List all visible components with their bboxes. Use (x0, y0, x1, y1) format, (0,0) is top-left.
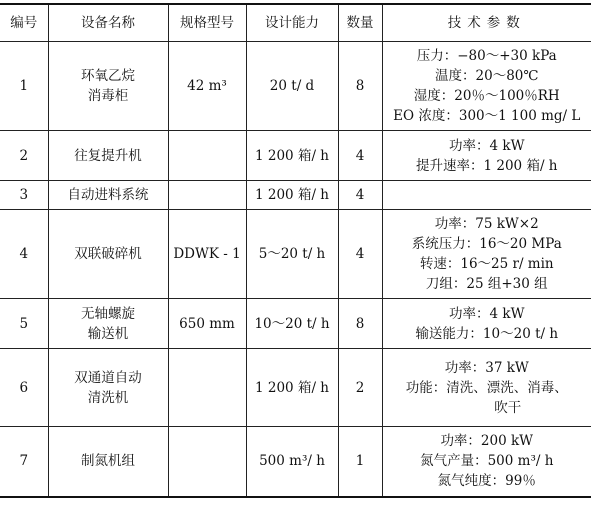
name-line: 双联破碎机 (74, 246, 142, 262)
cell-capacity: 20 t/ d (246, 42, 338, 131)
param-line: 功率：4 kW (449, 305, 525, 322)
name-line: 自动进料系统 (67, 187, 149, 203)
name-line: 输送机 (87, 325, 129, 342)
param-line: 转速：16～25 r/ min (419, 256, 554, 272)
name-line: 往复提升机 (74, 147, 142, 164)
cell-qty: 8 (338, 42, 382, 131)
param-line: 温度：20～80℃ (435, 68, 539, 84)
cell-capacity: 500 m³/ h (246, 427, 338, 497)
cell-model: 42 m³ (168, 42, 246, 131)
table-row (0, 181, 591, 210)
cell-name (48, 299, 168, 349)
param-line: 功率：4 kW (449, 137, 525, 154)
param-line: 刀组：25 组+30 组 (425, 276, 548, 292)
cell-params (382, 181, 591, 210)
param-line: 系统压力：16～20 MPa (411, 236, 562, 252)
table-row (0, 210, 591, 299)
cell-model (168, 427, 246, 497)
name-line: 无轴螺旋 (81, 305, 135, 322)
cell-no: 5 (0, 299, 48, 349)
cell-name (48, 181, 168, 210)
cell-qty: 4 (338, 181, 382, 210)
cell-capacity: 1 200 箱/ h (246, 181, 338, 210)
table-row (0, 349, 591, 427)
header-name: 设备名称 (48, 4, 168, 42)
table-row (0, 131, 591, 181)
cell-qty: 4 (338, 210, 382, 299)
header-qty: 数量 (338, 4, 382, 42)
cell-no: 3 (0, 181, 48, 210)
cell-name (48, 427, 168, 497)
param-line: 功能：清洗、漂洗、消毒、 (405, 379, 568, 396)
cell-name (48, 210, 168, 299)
header-no: 编号 (0, 4, 48, 42)
cell-params (382, 42, 591, 131)
table-row (0, 42, 591, 131)
param-line: 氮气纯度：99％ (437, 473, 536, 490)
name-line: 制氮机组 (81, 453, 135, 470)
cell-qty: 8 (338, 299, 382, 349)
param-line: 湿度：20％～100％RH (413, 88, 560, 104)
cell-qty: 1 (338, 427, 382, 497)
name-line: 环氧乙烷 (81, 68, 135, 84)
param-line: 吹干 (494, 399, 522, 416)
param-line: 压力：−80～+30 kPa (416, 48, 557, 64)
cell-name (48, 42, 168, 131)
cell-model (168, 349, 246, 427)
cell-no: 7 (0, 427, 48, 497)
param-line: 提升速率：1 200 箱/ h (416, 157, 558, 174)
cell-name (48, 131, 168, 181)
name-line: 双通道自动 (74, 369, 142, 386)
param-line: 功率：75 kW×2 (434, 216, 539, 232)
name-line: 清洗机 (87, 389, 129, 406)
param-line: 输送能力：10～20 t/ h (415, 325, 559, 342)
cell-model: DDWK - 1 (168, 210, 246, 299)
cell-qty: 4 (338, 131, 382, 181)
param-line: EO 浓度：300～1 100 mg/ L (393, 108, 581, 124)
cell-model (168, 181, 246, 210)
param-line: 功率：37 kW (444, 359, 529, 376)
cell-params (382, 427, 591, 497)
cell-capacity: 5～20 t/ h (246, 210, 338, 299)
cell-capacity: 1 200 箱/ h (246, 349, 338, 427)
cell-params (382, 131, 591, 181)
header-capacity: 设计能力 (246, 4, 338, 42)
cell-model: 650 mm (168, 299, 246, 349)
equipment-spec-table (0, 3, 591, 498)
cell-params (382, 349, 591, 427)
param-line: 氮气产量：500 m³/ h (420, 453, 554, 470)
cell-no: 6 (0, 349, 48, 427)
header-params: 技术参数 (382, 4, 591, 42)
cell-params (382, 299, 591, 349)
cell-no: 1 (0, 42, 48, 131)
header-model: 规格型号 (168, 4, 246, 42)
table-row (0, 427, 591, 497)
cell-no: 2 (0, 131, 48, 181)
table-row (0, 299, 591, 349)
cell-params (382, 210, 591, 299)
cell-model (168, 131, 246, 181)
name-line: 消毒柜 (87, 88, 129, 104)
cell-capacity: 10～20 t/ h (246, 299, 338, 349)
table-header-row (0, 4, 591, 42)
cell-name (48, 349, 168, 427)
cell-qty: 2 (338, 349, 382, 427)
cell-no: 4 (0, 210, 48, 299)
param-line: 功率：200 kW (440, 433, 534, 450)
cell-capacity: 1 200 箱/ h (246, 131, 338, 181)
